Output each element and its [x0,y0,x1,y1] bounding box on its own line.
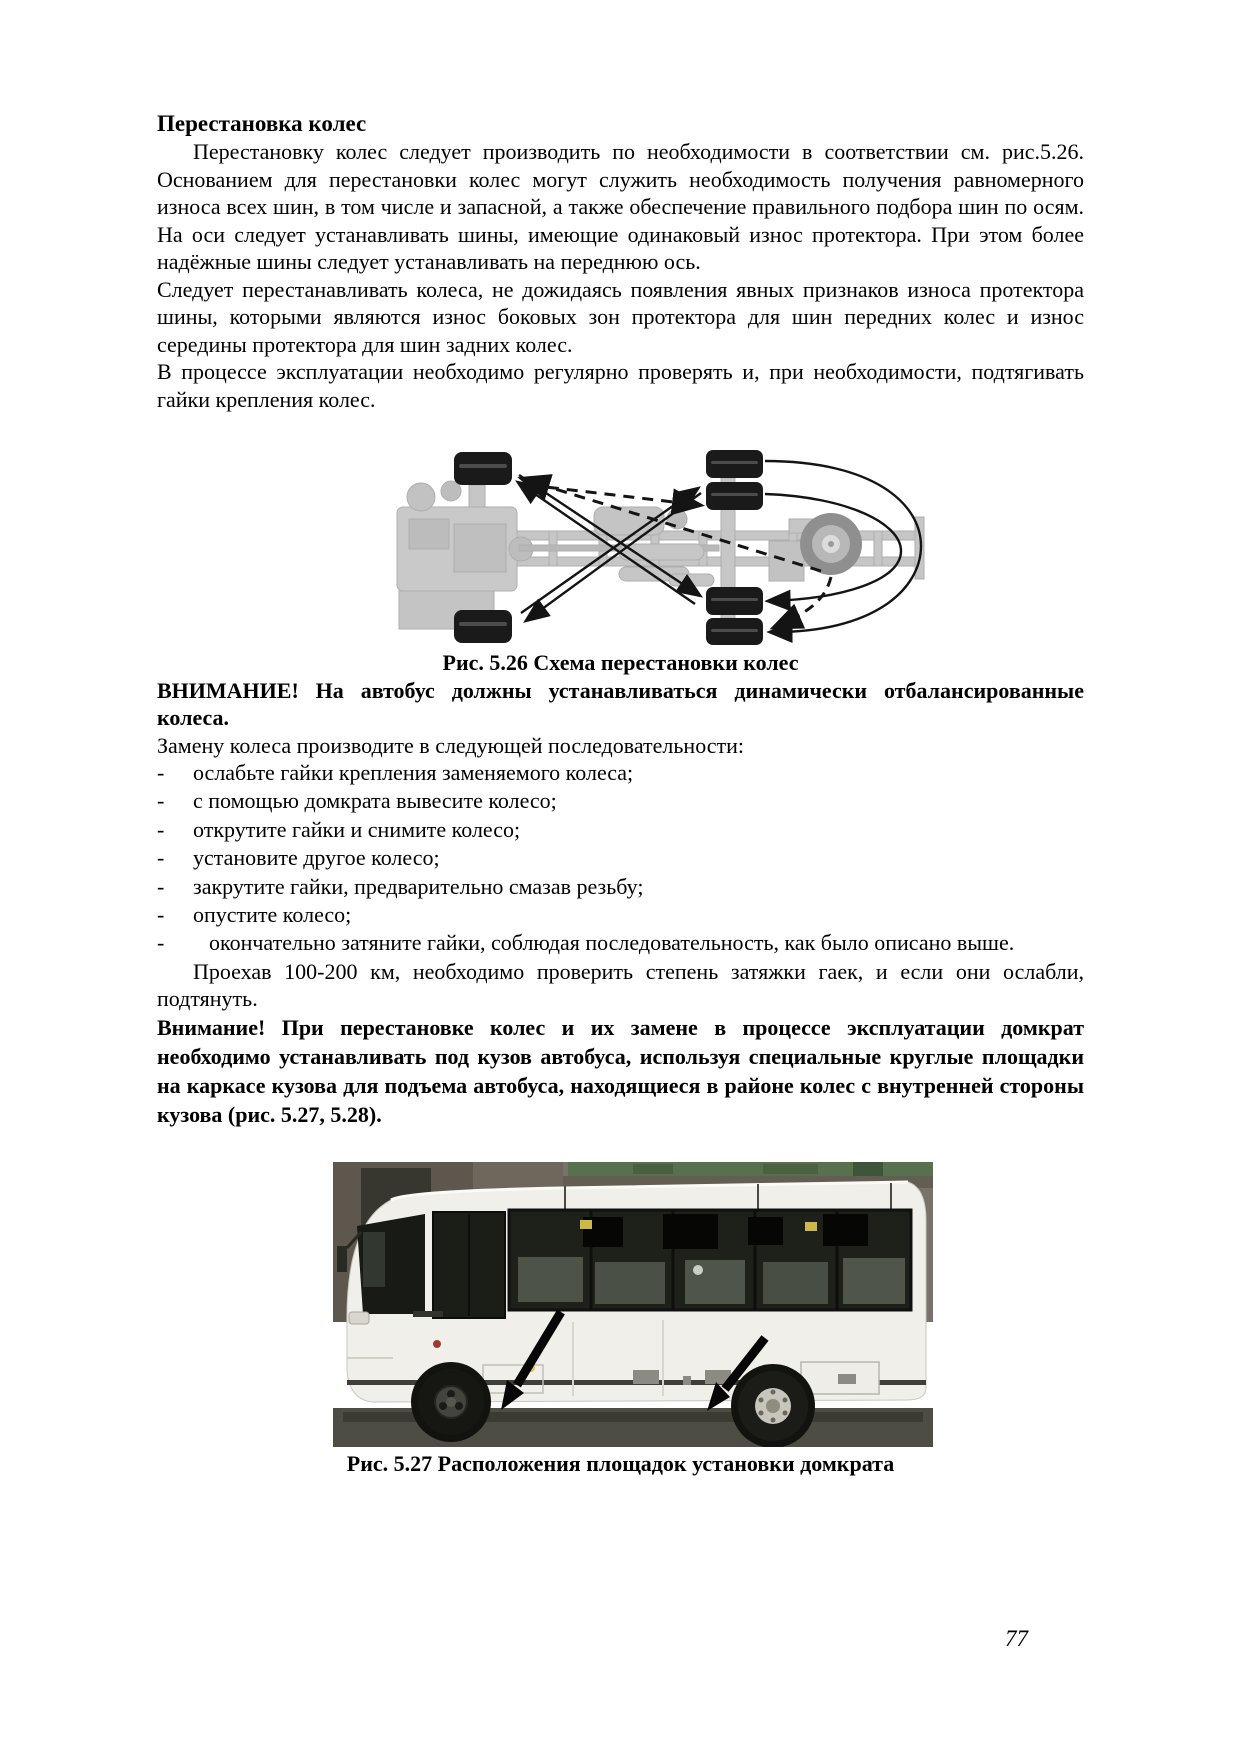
rear-wheel [731,1364,815,1447]
list-marker: - [157,930,165,956]
list-item [157,873,1084,901]
list-marker: - [157,788,165,814]
list-item [157,787,1084,815]
front-right-tire [454,610,512,643]
spare-wheel [800,513,862,575]
list-intro: Замену колеса производите в следующей последовательности: [157,732,745,758]
list-item-text: закрутите гайки, предварительно смазав резьбу; [193,873,644,899]
section-heading: Перестановка колес [157,111,367,136]
list-item-text: с помощью домкрата вывесите колесо; [193,788,557,814]
list-item-text: опустите колесо; [193,902,352,928]
paragraph-check-nuts: В процессе эксплуатации необходимо регулярно проверять и, при необходимости, подтягивать гайки крепления колес. [157,359,1084,412]
list-item-text: открутите гайки и снимите колесо; [193,816,521,842]
figure-5-27-caption: Рис. 5.27 Расположения площадок установки домкрата [346,1450,895,1476]
front-left-tire [454,452,512,485]
list-item-text: окончательно затяните гайки, соблюдая последовательность, как было описано выше. [209,930,1015,956]
warning-balanced-wheels: ВНИМАНИЕ! На автобус должны устанавливаться динамически отбалансированные колеса. [157,677,1084,730]
fig-5-26-diagram [369,449,944,646]
figure-5-26-caption: Рис. 5.26 Схема перестановки колес [442,650,799,675]
list-item [157,759,1084,787]
list-marker: - [157,845,165,871]
fig-5-27-photo [333,1162,933,1447]
paragraph-tread-wear: Следует перестанавливать колеса, не дожидаясь появления явных признаков износа протектора шины, которыми являются износ боковых зон протектора для шин передних колес и износ середины протектора для шин задних колес. [157,276,1084,357]
document-body [157,110,1084,1477]
list-marker: - [157,873,165,899]
list-marker: - [157,760,165,785]
bus-windows [357,1210,911,1318]
list-item [157,929,1084,957]
paragraph-after-list: Проехав 100-200 км, необходимо проверить степень затяжки гаек, и если они ослабли, подтянуть. [157,958,1084,1012]
list-item [157,816,1084,844]
list-item [157,901,1084,929]
list-item [157,844,1084,872]
list-item-text: ослабьте гайки крепления заменяемого колеса; [193,760,634,785]
list-item-text: установите другое колесо; [193,845,440,871]
list-marker: - [157,816,165,842]
page-number: 77 [1005,1626,1028,1651]
bus-photo-image [333,1162,933,1447]
paragraph-wheel-rotation: Перестановку колес следует производить по необходимости в соответствии см. рис.5.26. Основанием для перестановки колес могут служить необходимость получения равномерного износа всех шин, в том числе и запасной, а также обеспечение правильного подбора шин по осям. На оси следует устанавливать шины, имеющие одинаковый износ протектора. При этом более надёжные шины следует устанавливать на переднюю ось. [157,139,1084,274]
front-wheel [411,1362,491,1442]
wheel-rotation-scheme-image [369,449,944,646]
list-marker: - [157,902,165,928]
warning-jack-pads: Внимание! При перестановке колес и их замене в процессе эксплуатации домкрат необходимо устанавливать под кузов автобуса, используя специальные круглые площадки на каркасе кузова для подъема автобуса, находящиеся в районе колес с внутренней стороны кузова (рис. 5.27, 5.28). [157,1014,1084,1127]
